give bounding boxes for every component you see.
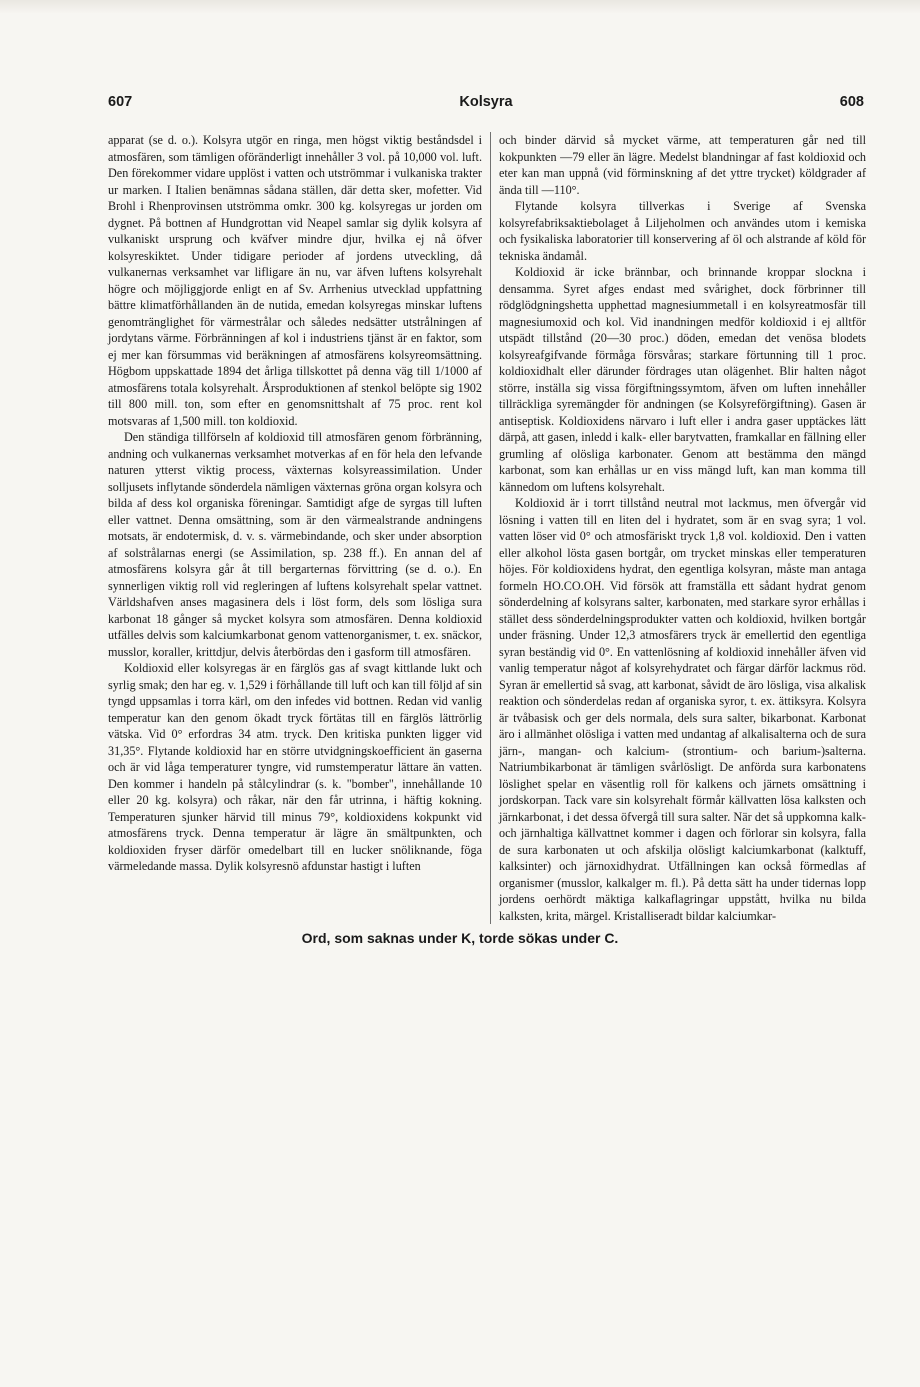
scan-edge [0,0,920,14]
page-footer-note: Ord, som saknas under K, torde sökas under C. [301,930,619,946]
paragraph: Koldioxid är icke brännbar, och brinnande kroppar slockna i densamma. Syret afges endast med svårighet, dock förbrinner till rödglödgningshetta upphettad magnesiummetall i en kolsyreatmosfär till magnesiumoxid och kol. Vid inandningen medför koldioxid i ej alltför utspädt tillstånd (20—30 proc.) döden, emedan det venösa blodets kolsyreafgifvande förmåga försvåras; starkare förtunning till 1 proc. koldioxidhalt eller därunder fördrages utan olägenhet. Blir halten något större, inställa sig vissa förgiftningssymtom, äfven om luften innehåller tillräckliga syremängder för andningen (se Kolsyreförgiftning). Gasen är antiseptisk. Koldioxidens närvaro i luft eller i andra gaser upptäckes lätt därpå, att gasen, inledd i kalk- eller barytvatten, framkallar en fällning eller grumling af olösliga karbonater. Genom att bestämma den mängd karbonat, som kan erhållas ur en viss mängd luft, kan man komma till kännedom om luftens kolsyrehalt. [499,265,866,494]
paragraph: och binder därvid så mycket värme, att temperaturen går ned till kokpunkten —79 eller än lägre. Medelst blandningar af fast koldioxid och eter kan man uppnå (vid förminskning af det yttre trycket) köldgrader af ända till —110°. [499,133,866,197]
page-number-right: 608 [839,94,864,110]
paragraph: apparat (se d. o.). Kolsyra utgör en ringa, men högst viktig beståndsdel i atmosfären, som tämligen oföränderligt innehåller 3 vol. på 10,000 vol. luft. Den förekommer vidare upplöst i vatten och utströmmar i vulkaniska trakter ur marken. I Italien benämnas sådana ställen, där detta sker, mofetter. Vid Brohl i Rhenprovinsen utströmma omkr. 300 kg. kolsyregas ur jorden om dygnet. På bottnen af Hundgrottan vid Neapel samlar sig dylik kolsyra af vulkaniskt ursprung och kväfver mindre djur, hvilka ej nå öfver kolsyreskiktet. Under tidigare perioder af jordens utveckling, då vulkanernas verksamhet var lifligare än nu, var äfven luftens kolsyrehalt högre och möjliggjorde enligt en af Sv. Arrhenius utvecklad uppfattning bättre klimatförhållanden än de nutida, emedan kolsyregas minskar luftens genomtränglighet för värmestrålar och således nedsätter utstrålningen af jordytans värme. Förbränningen af kol i industriens tjänst är en faktor, som ej mer kan försummas vid beräkningen af atmosfärens kolsyreomsättning. Högbom uppskattade 1894 det årliga tillskottet på denna väg till 1/1000 af atmosfärens totala kolsyrehalt. Årsproduktionen af stenkol belöpte sig 1902 till 800 mill. ton, som efter en genomsnittshalt af 75 proc. rent kol motsvaras af 1,500 mill. ton koldioxid. [108,133,482,428]
paragraph: Den ständiga tillförseln af koldioxid till atmosfären genom förbränning, andning och vulkanernas verksamhet motverkas af en för hela den lefvande naturen ytterst viktig process, växternas kolsyreassimilation. Under solljusets inflytande sönderdela nämligen växternas gröna organ kolsyra och bilda af dess kol organiska föreningar. Samtidigt afge de syrgas till luften eller vattnet. Denna omsättning, som är den värmealstrande andningens motsats, är endotermisk, d. v. s. värmebindande, och sker under absorption af solstrålarnas energi (se Assimilation, sp. 238 ff.). En annan del af atmosfärens kolsyra går åt till bergarternas förvittring (se d. o.). En synnerligen viktig roll vid regleringen af luftens kolsyrehalt spelar vattnet. Världshafven anses magasinera dels i löst form, dels som lösliga sura karbonat 18 gånger så mycket kolsyra som atmosfären. Denna koldioxid utfälles delvis som kalciumkarbonat genom vattenorganismer, t. ex. snäckor, musslor, koraller, krittdjur, delvis återbördas den i gasform till atmosfären. [108,430,482,659]
paragraph: Koldioxid är i torrt tillstånd neutral mot lackmus, men öfvergår vid lösning i vatten till en liten del i hydratet, som är en svag syra; 1 vol. vatten löser vid 0° och atmosfäriskt tryck 1,8 vol. koldioxid. Den i vatten eller alkohol lösta gasen bortgår, om trycket minskas eller temperaturen höjes. För koldioxidens hydrat, den egentliga kolsyran, måste man antaga formeln HO.CO.OH. Vid försök att framställa ett sådant hydrat genom sönderdelning af kolsyrans salter, karbonaten, med starkare syror erhållas i stället dess sönderdelningsprodukter vatten och koldioxid, hvilken bortgår under fräsning. Under 12,3 atmosfärers tryck är emellertid den egentliga syran beständig vid 0°. En vattenlösning af koldioxid innehåller äfven vid vanlig temperatur något af kolsyrehydratet och färgar därför lackmus röd. Syran är emellertid så svag, att karbonat, såvidt de äro lösliga, visa alkalisk reaktion och sönderdelas redan af organiska syror, t. ex. ättiksyra. Kolsyra är tvåbasisk och ger dels normala, dels sura salter, bikarbonat. Karbonat äro i allmänhet olösliga i vatten med undantag af alkalisalterna och de sura järn-, mangan- och kalcium- (strontium- och barium-)salterna. Natriumbikarbonat är tämligen svårlösligt. De anförda sura karbonatens löslighet spelar en väsentlig roll för kalkens och järnets omsättning i jordskorpan. Tack vare sin kolsyrehalt förmår källvatten lösa kalksten och järnkarbonat, i det dessa öfvergå till sura salter. När det så uppkomna kalk- och järnhaltiga källvattnet kommer i dagen och förlorar sin kolsyra, falla de sura karbonaten ut och afskilja olösligt kalciumkarbonat (kalktuff, kalksinter) och järnoxidhydrat. Utfällningen kan också förmedlas af organismer (musslor, kalkalger m. fl.). På detta sätt ha under tidernas lopp jordens oerhördt mäktiga kalkaflagringar uppstått, hvilka nu bilda kalksten, krita, märgel. Kristalliseradt bildar kalciumkar- [499,496,866,923]
paragraph: Koldioxid eller kolsyregas är en färglös gas af svagt kittlande lukt och syrlig smak; den har eg. v. 1,529 i förhållande till luft och kan till följd af sin tyngd uppsamlas i torra kärl, om den infedes vid bottnen. Redan vid vanlig temperatur kan den genom ökadt tryck förtätas till en färglös lättrörlig vätska. Vid 0° erfordras 34 atm. tryck. Den kritiska punkten ligger vid 31,35°. Flytande koldioxid har en större utvidgningskoefficient än gaserna och är vid låga temperaturer tyngre, vid rumstemperatur lättare än vatten. Den kommer i handeln på stålcylindrar (s. k. "bomber", innehållande 10 eller 20 kg. kolsyra) och råkar, när den får utrinna, i häftig kokning. Temperaturen sjunker härvid till minus 79°, koldioxidens kokpunkt vid atmosfärens tryck. Denna temperatur är lägre än smältpunkten, och koldioxiden fryser därför omedelbart till en lucker snöliknande, föga värmeledande massa. Dylik kolsyresnö afdunstar hastigt i luften [108,661,482,873]
left-column [108,132,482,875]
page-header [108,94,864,116]
page-title: Kolsyra [459,94,513,110]
paragraph: Flytande kolsyra tillverkas i Sverige af Svenska kolsyrefabriksaktiebolaget å Liljeholmen och användes utom i kemiska och fysikaliska laboratorier till konservering af öl och alstrande af köld för tekniska ändamål. [499,199,866,263]
column-divider [490,132,491,924]
page-number-left: 607 [108,94,133,110]
right-column [499,132,866,924]
